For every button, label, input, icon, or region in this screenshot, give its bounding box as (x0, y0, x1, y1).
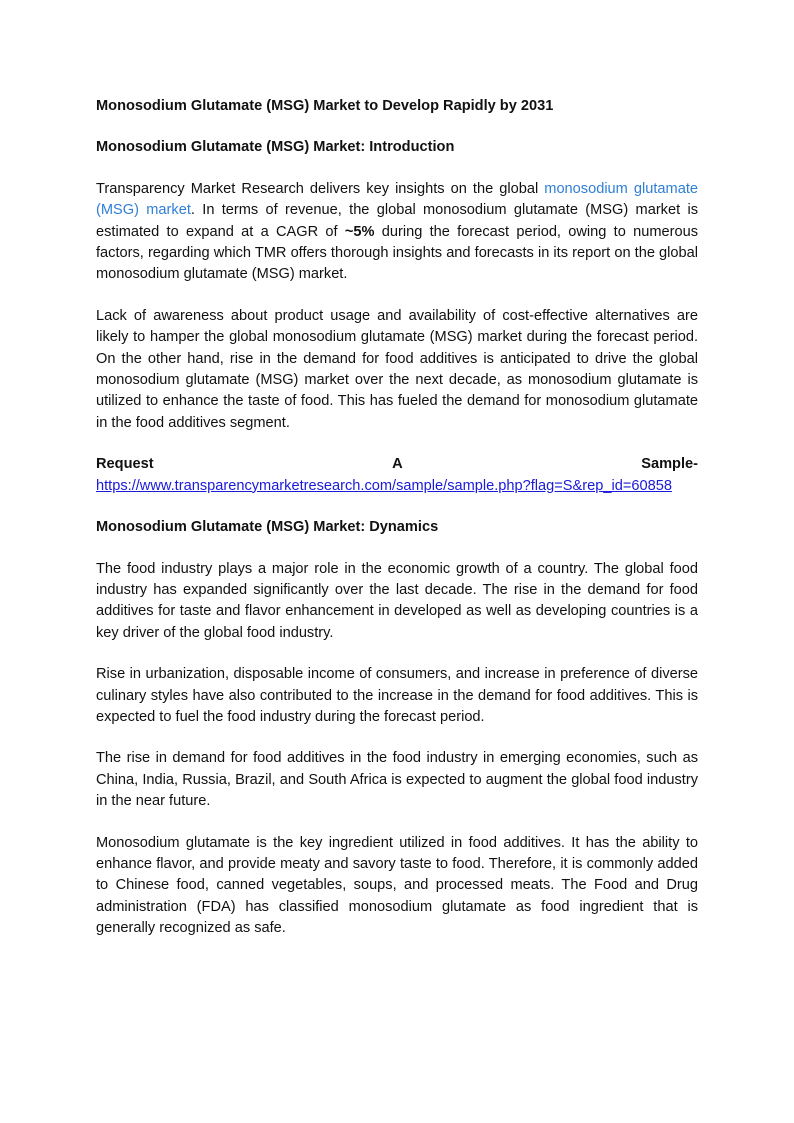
request-sample-label (96, 454, 698, 475)
intro-text-middle: . In terms of revenue, the global monosodium glutamate (MSG) market is estimated to expand at a CAGR of (96, 202, 698, 240)
intro-text-after: during the forecast period, owing to numerous factors, regarding which TMR offers thorough insights and forecasts in its report on the global monosodium glutamate (MSG) market. (96, 223, 699, 283)
dynamics-paragraph: The food industry plays a major role in the economic growth of a country. The global food industry has expanded significantly over the last decade. The rise in the demand for food additives for taste and flavor enhancement in developed as well as developing countries is a key driver of the global food industry. (96, 560, 698, 641)
dynamics-heading: Monosodium Glutamate (MSG) Market: Dynamics (96, 519, 439, 536)
document-page (96, 96, 698, 960)
dynamics-paragraph: Monosodium glutamate is the key ingredient utilized in food additives. It has the ability to enhance flavor, and provide meaty and savory taste to food. Therefore, it is commonly added to Chinese food, canned vegetables, soups, and processed meats. The Food and Drug administration (FDA) has classified monosodium glutamate as food ingredient that is generally recognized as safe. (96, 834, 698, 937)
request-word: Request (96, 456, 154, 473)
cagr-value: ~5% (344, 223, 375, 240)
document-title: Monosodium Glutamate (MSG) Market to Develop Rapidly by 2031 (96, 98, 554, 114)
sample-word: Sample- (641, 456, 698, 473)
dynamics-paragraph: Rise in urbanization, disposable income of consumers, and increase in preference of diverse culinary styles have also contributed to the increase in the demand for food additives. This is expected to fuel the food industry during the forecast period. (96, 666, 698, 725)
intro-heading: Monosodium Glutamate (MSG) Market: Introduction (96, 139, 455, 156)
msg-market-link[interactable]: monosodium glutamate (MSG) market (96, 180, 698, 219)
request-sample-link[interactable]: https://www.transparencymarketresearch.com/sample/sample.php?flag=S&rep_id=60858 (96, 477, 672, 494)
intro-paragraph-2: Lack of awareness about product usage and availability of cost-effective alternatives are likely to hamper the global monosodium glutamate (MSG) market during the forecast period. On the other hand, rise in the demand for food additives is anticipated to drive the global monosodium glutamate (MSG) market over the next decade, as monosodium glutamate is utilized to enhance the taste of food. This has fueled the demand for monosodium glutamate in the food additives segment. (96, 307, 698, 431)
intro-text-before: Transparency Market Research delivers key insights on the global (96, 180, 545, 197)
a-word: A (392, 456, 403, 473)
intro-paragraph-1 (96, 179, 698, 286)
dynamics-paragraph: The rise in demand for food additives in the food industry in emerging economies, such as China, India, Russia, Brazil, and South Africa is expected to augment the global food industry in the near future. (96, 750, 698, 810)
request-sample-block (96, 454, 698, 497)
